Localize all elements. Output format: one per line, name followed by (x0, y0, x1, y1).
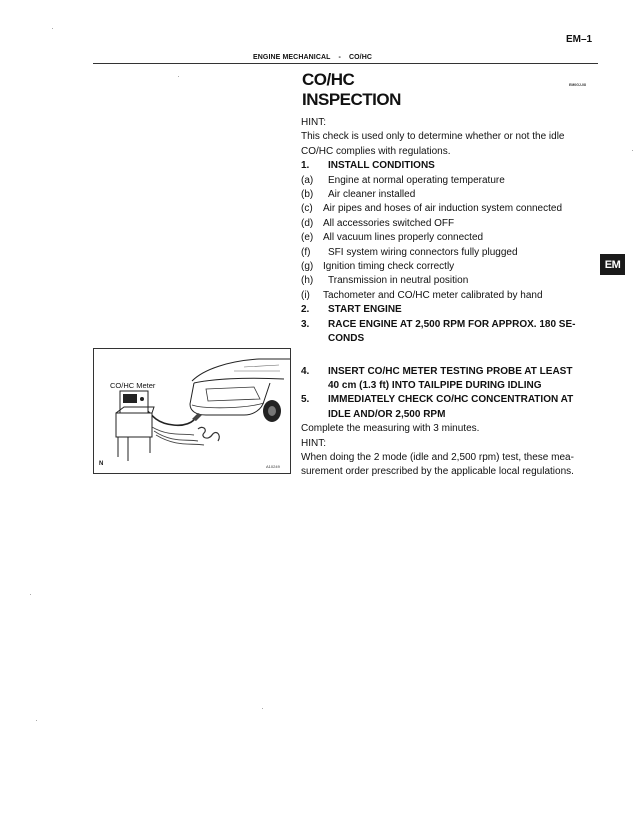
condition-text: Engine at normal operating temperature (328, 174, 505, 186)
hint-label: HINT: (301, 117, 326, 128)
condition-label: (f) (301, 246, 311, 258)
hint-text-line-2: CO/HC complies with regulations. (301, 145, 451, 157)
condition-text: All accessories switched OFF (323, 217, 455, 229)
condition-text: Air pipes and hoses of air induction system connected (323, 203, 563, 215)
condition-i (301, 289, 599, 303)
running-header (253, 54, 372, 61)
condition-label: (d) (301, 217, 314, 229)
em-side-tab: EM (600, 254, 625, 275)
page-number: EM–1 (566, 34, 593, 45)
hint-2-text-line-1: When doing the 2 mode (idle and 2,500 rpm) test, these mea- (301, 451, 574, 463)
step-1-title: INSTALL CONDITIONS (328, 160, 435, 172)
step-3-title-line-2: CONDS (328, 333, 365, 345)
step-1 (301, 159, 599, 173)
hose-coils (198, 427, 219, 441)
figure-co-hc-meter (93, 348, 291, 474)
content (301, 116, 599, 480)
condition-label: (c) (301, 203, 313, 215)
condition-text: SFI system wiring connectors fully plugged (328, 246, 518, 258)
condition-c (301, 202, 599, 216)
hint-2-label: HINT: (301, 437, 326, 449)
ground-hoses (152, 427, 204, 445)
hint-2-text-line-2: surement order prescribed by the applicable local regulations. (301, 466, 574, 478)
step-4-number: 4. (301, 365, 310, 377)
section-title (302, 70, 401, 110)
scan-speck (30, 594, 31, 595)
condition-label: (a) (301, 174, 314, 186)
condition-h (301, 274, 599, 288)
header-section: ENGINE MECHANICAL (253, 54, 331, 61)
step-5-title-line-1: IMMEDIATELY CHECK CO/HC CONCENTRATION AT (328, 394, 574, 406)
step-2-number: 2. (301, 304, 310, 316)
spacer (301, 347, 599, 365)
figure-corner-mark: N (99, 461, 104, 467)
figure-caption: CO/HC Meter (110, 381, 156, 390)
condition-label: (g) (301, 261, 314, 273)
step-1-number: 1. (301, 160, 310, 172)
condition-text: Air cleaner installed (328, 189, 416, 201)
hint-text-line-1: This check is used only to determine whether or not the idle (301, 131, 565, 143)
step-4-title-line-1: INSERT CO/HC METER TESTING PROBE AT LEAST (328, 365, 573, 377)
condition-d (301, 217, 599, 231)
scan-speck (632, 150, 633, 151)
car-wheel-hub (268, 406, 276, 416)
condition-label: (h) (301, 275, 314, 287)
figure-illustration (94, 349, 290, 473)
scan-speck (36, 720, 37, 721)
meter-stand (116, 413, 152, 437)
header-subsection: CO/HC (348, 54, 373, 61)
condition-e (301, 231, 599, 245)
step-5-title-line-2: IDLE AND/OR 2,500 RPM (328, 408, 446, 420)
condition-label: (e) (301, 232, 314, 244)
scan-speck (262, 708, 263, 709)
step-2-title: START ENGINE (328, 304, 402, 316)
car-trunk-line (206, 387, 260, 401)
meter-knob (140, 397, 144, 401)
condition-text: All vacuum lines properly connected (323, 232, 484, 244)
title-line-2: INSPECTION (302, 90, 401, 109)
condition-a (301, 174, 599, 188)
step-2 (301, 303, 599, 317)
scan-speck (52, 28, 53, 29)
condition-f (301, 246, 599, 260)
figure-code: A10249 (266, 464, 280, 469)
title-line-1: CO/HC (302, 70, 355, 89)
complete-measuring-text: Complete the measuring with 3 minutes. (301, 423, 480, 435)
step-3 (301, 318, 599, 332)
condition-b (301, 188, 599, 202)
condition-text: Tachometer and CO/HC meter calibrated by hand (323, 289, 543, 301)
condition-text: Transmission in neutral position (328, 275, 469, 287)
step-3-title-line-1: RACE ENGINE AT 2,500 RPM FOR APPROX. 180 SE- (328, 318, 576, 330)
step-3-number: 3. (301, 318, 310, 330)
condition-text: Ignition timing check correctly (323, 261, 455, 273)
step-5-number: 5. (301, 394, 310, 406)
meter-display (123, 394, 137, 403)
car-shadow-lines (234, 365, 280, 371)
header-rule (93, 63, 598, 64)
condition-label: (i) (301, 289, 310, 301)
car-bumper (192, 403, 264, 408)
condition-g (301, 260, 599, 274)
step-4-title-line-2: 40 cm (1.3 ft) INTO TAILPIPE DURING IDLING (328, 379, 542, 391)
condition-label: (b) (301, 189, 314, 201)
step-4 (301, 365, 599, 379)
doc-code: EM0GJ-08 (569, 83, 586, 87)
scan-speck (178, 76, 179, 77)
step-5 (301, 393, 599, 407)
header-separator: - (338, 54, 341, 61)
